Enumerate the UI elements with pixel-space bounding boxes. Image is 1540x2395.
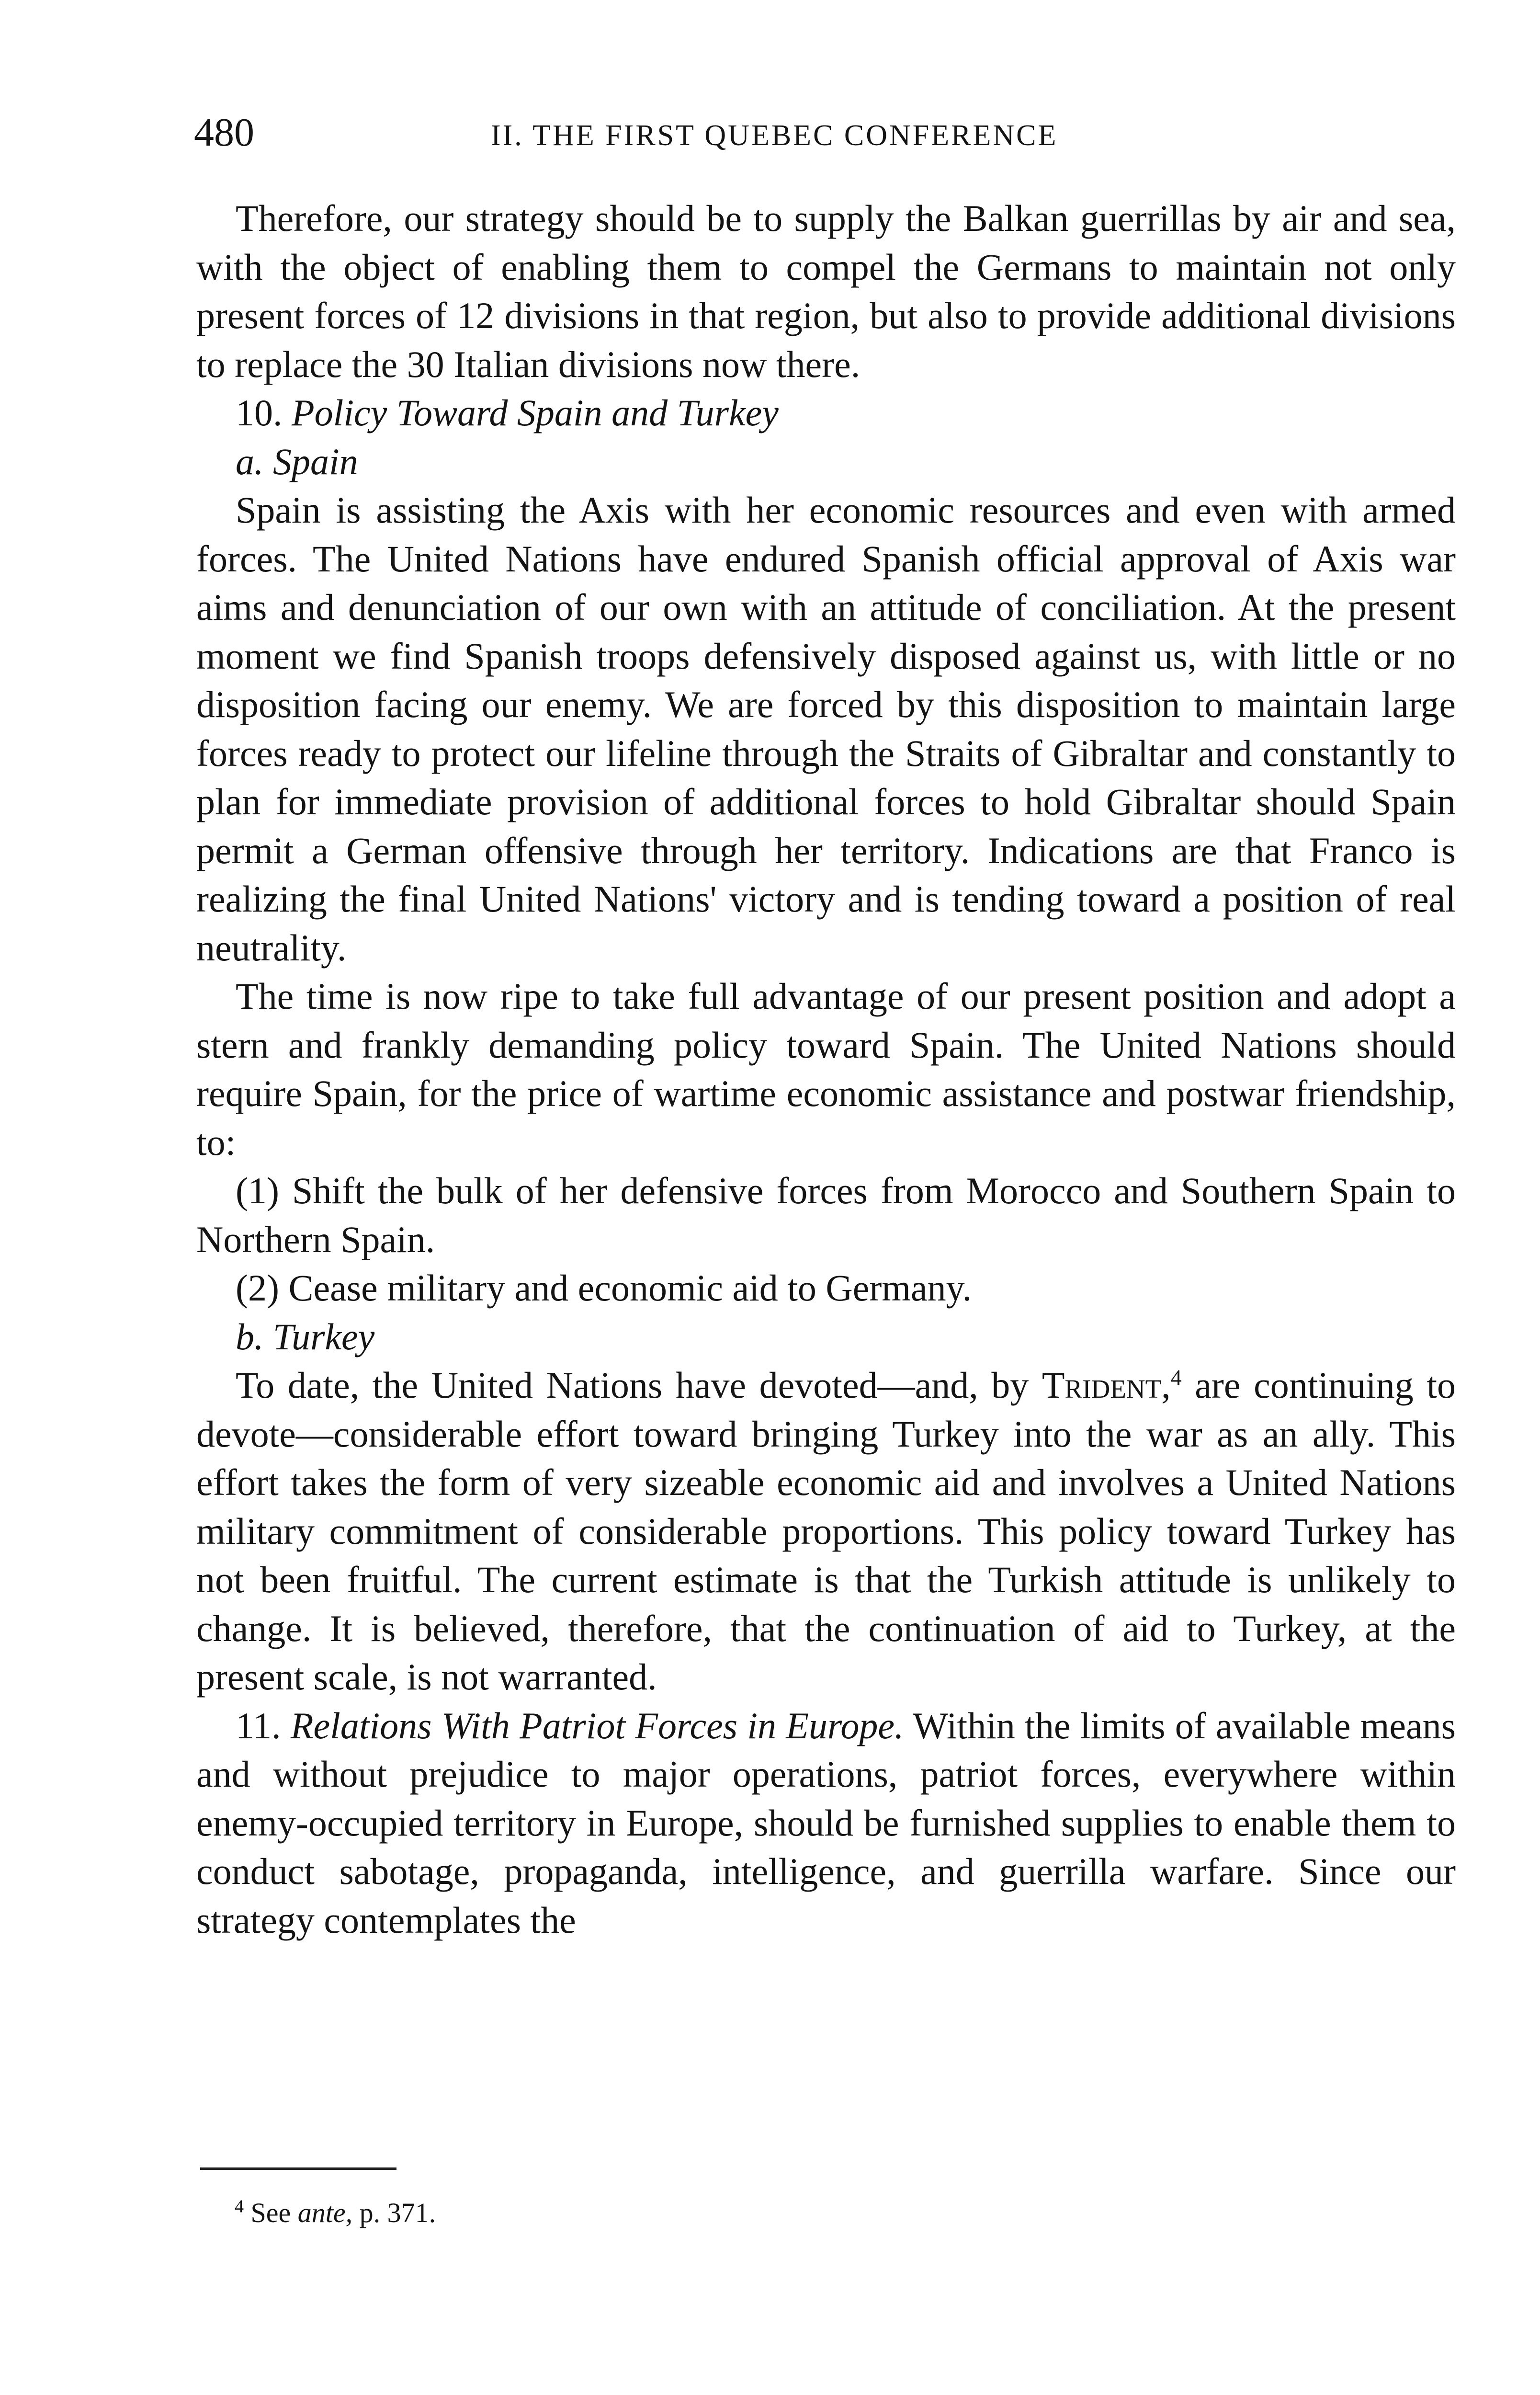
footnote-page-ref: p. 371. [359, 2197, 436, 2228]
subsection-b-letter: b. [236, 1315, 264, 1357]
paragraph-spain-assisting-axis: Spain is assisting the Axis with her economic resources and even with armed forces. The United Nations have endured Spanish official approval of Axis war aims and denunciation of our own with an attitude of conciliation. At the present moment we find Spanish troops defensively disposed against us, with little or no disposition facing our enemy. We are forced by this disposition to maintain large forces ready to protect our lifeline through the Straits of Gibraltar and constantly to plan for immediate provision of additional forces to hold Gibraltar should Spain permit a German offensive through her territory. Indications are that Franco is realizing the final United Nations' victory and is tending toward a position of real neutrality. [196, 489, 1456, 969]
section-11-title: Relations With Patriot Forces in Europe. [290, 1704, 904, 1746]
paragraph-patriot-forces [196, 1701, 1456, 1945]
turkey-text-start: To date, the United Nations have devoted—and, by [236, 1364, 1029, 1406]
body-text [196, 194, 1456, 1944]
paragraph-balkan-strategy: Therefore, our strategy should be to supply the Balkan guerrillas by air and sea, with the object of enabling them to compel the Germans to maintain not only present forces of 12 divisions in that region, but also to provide additional divisions to replace the 30 Italian divisions now there. [196, 197, 1456, 385]
paragraph-spain-policy: The time is now ripe to take full advantage of our present position and adopt a stern and frankly demanding policy toward Spain. The United Nations should require Spain, for the price of wartime economic assistance and postwar friendship, to: [196, 975, 1456, 1163]
paragraph-turkey [196, 1361, 1456, 1701]
footnote-ante: ante, [297, 2197, 353, 2228]
trident-reference: Trident, [1042, 1364, 1171, 1406]
footnote-reference-4[interactable]: 4 [1170, 1365, 1182, 1390]
section-10-number: 10. [236, 392, 283, 433]
subsection-b-heading [196, 1312, 1456, 1361]
running-title: II. THE FIRST QUEBEC CONFERENCE [491, 119, 1058, 152]
list-item-2: (2) Cease military and economic aid to Germany. [236, 1267, 972, 1309]
footnote-divider [200, 2167, 396, 2170]
footnote-see: See [250, 2197, 291, 2228]
page-number: 480 [194, 110, 254, 155]
subsection-a-heading [196, 437, 1456, 486]
section-10-heading [196, 388, 1456, 437]
footnote-marker: 4 [235, 2196, 244, 2217]
section-11-number: 11. [236, 1704, 281, 1746]
subsection-a-title: Spain [273, 440, 358, 482]
list-item-1: (1) Shift the bulk of her defensive forces from Morocco and Southern Spain to Northern Spain. [196, 1170, 1456, 1260]
patriot-forces-text: Within the limits of available means and without prejudice to major operations, patriot forces, everywhere within enemy-occupied territory in Europe, should be furnished supplies to enable them to conduct sabotage, propaganda, intelligence, and guerrilla warfare. Since our strategy contemplates the [196, 1704, 1456, 1941]
page-header [194, 106, 1458, 159]
footnote-4 [235, 2194, 436, 2232]
subsection-a-letter: a. [236, 440, 264, 482]
turkey-text-rest: are continuing to devote—considerable effort toward bringing Turkey into the war as an ally. This effort takes the form of very sizeable economic aid and involves a United Nations military commitment of considerable proportions. This policy toward Turkey has not been fruitful. The current estimate is that the Turkish attitude is unlikely to change. It is believed, therefore, that the continuation of aid to Turkey, at the present scale, is not warranted. [196, 1364, 1456, 1698]
section-10-title: Policy Toward Spain and Turkey [292, 392, 779, 433]
subsection-b-title: Turkey [273, 1315, 375, 1357]
